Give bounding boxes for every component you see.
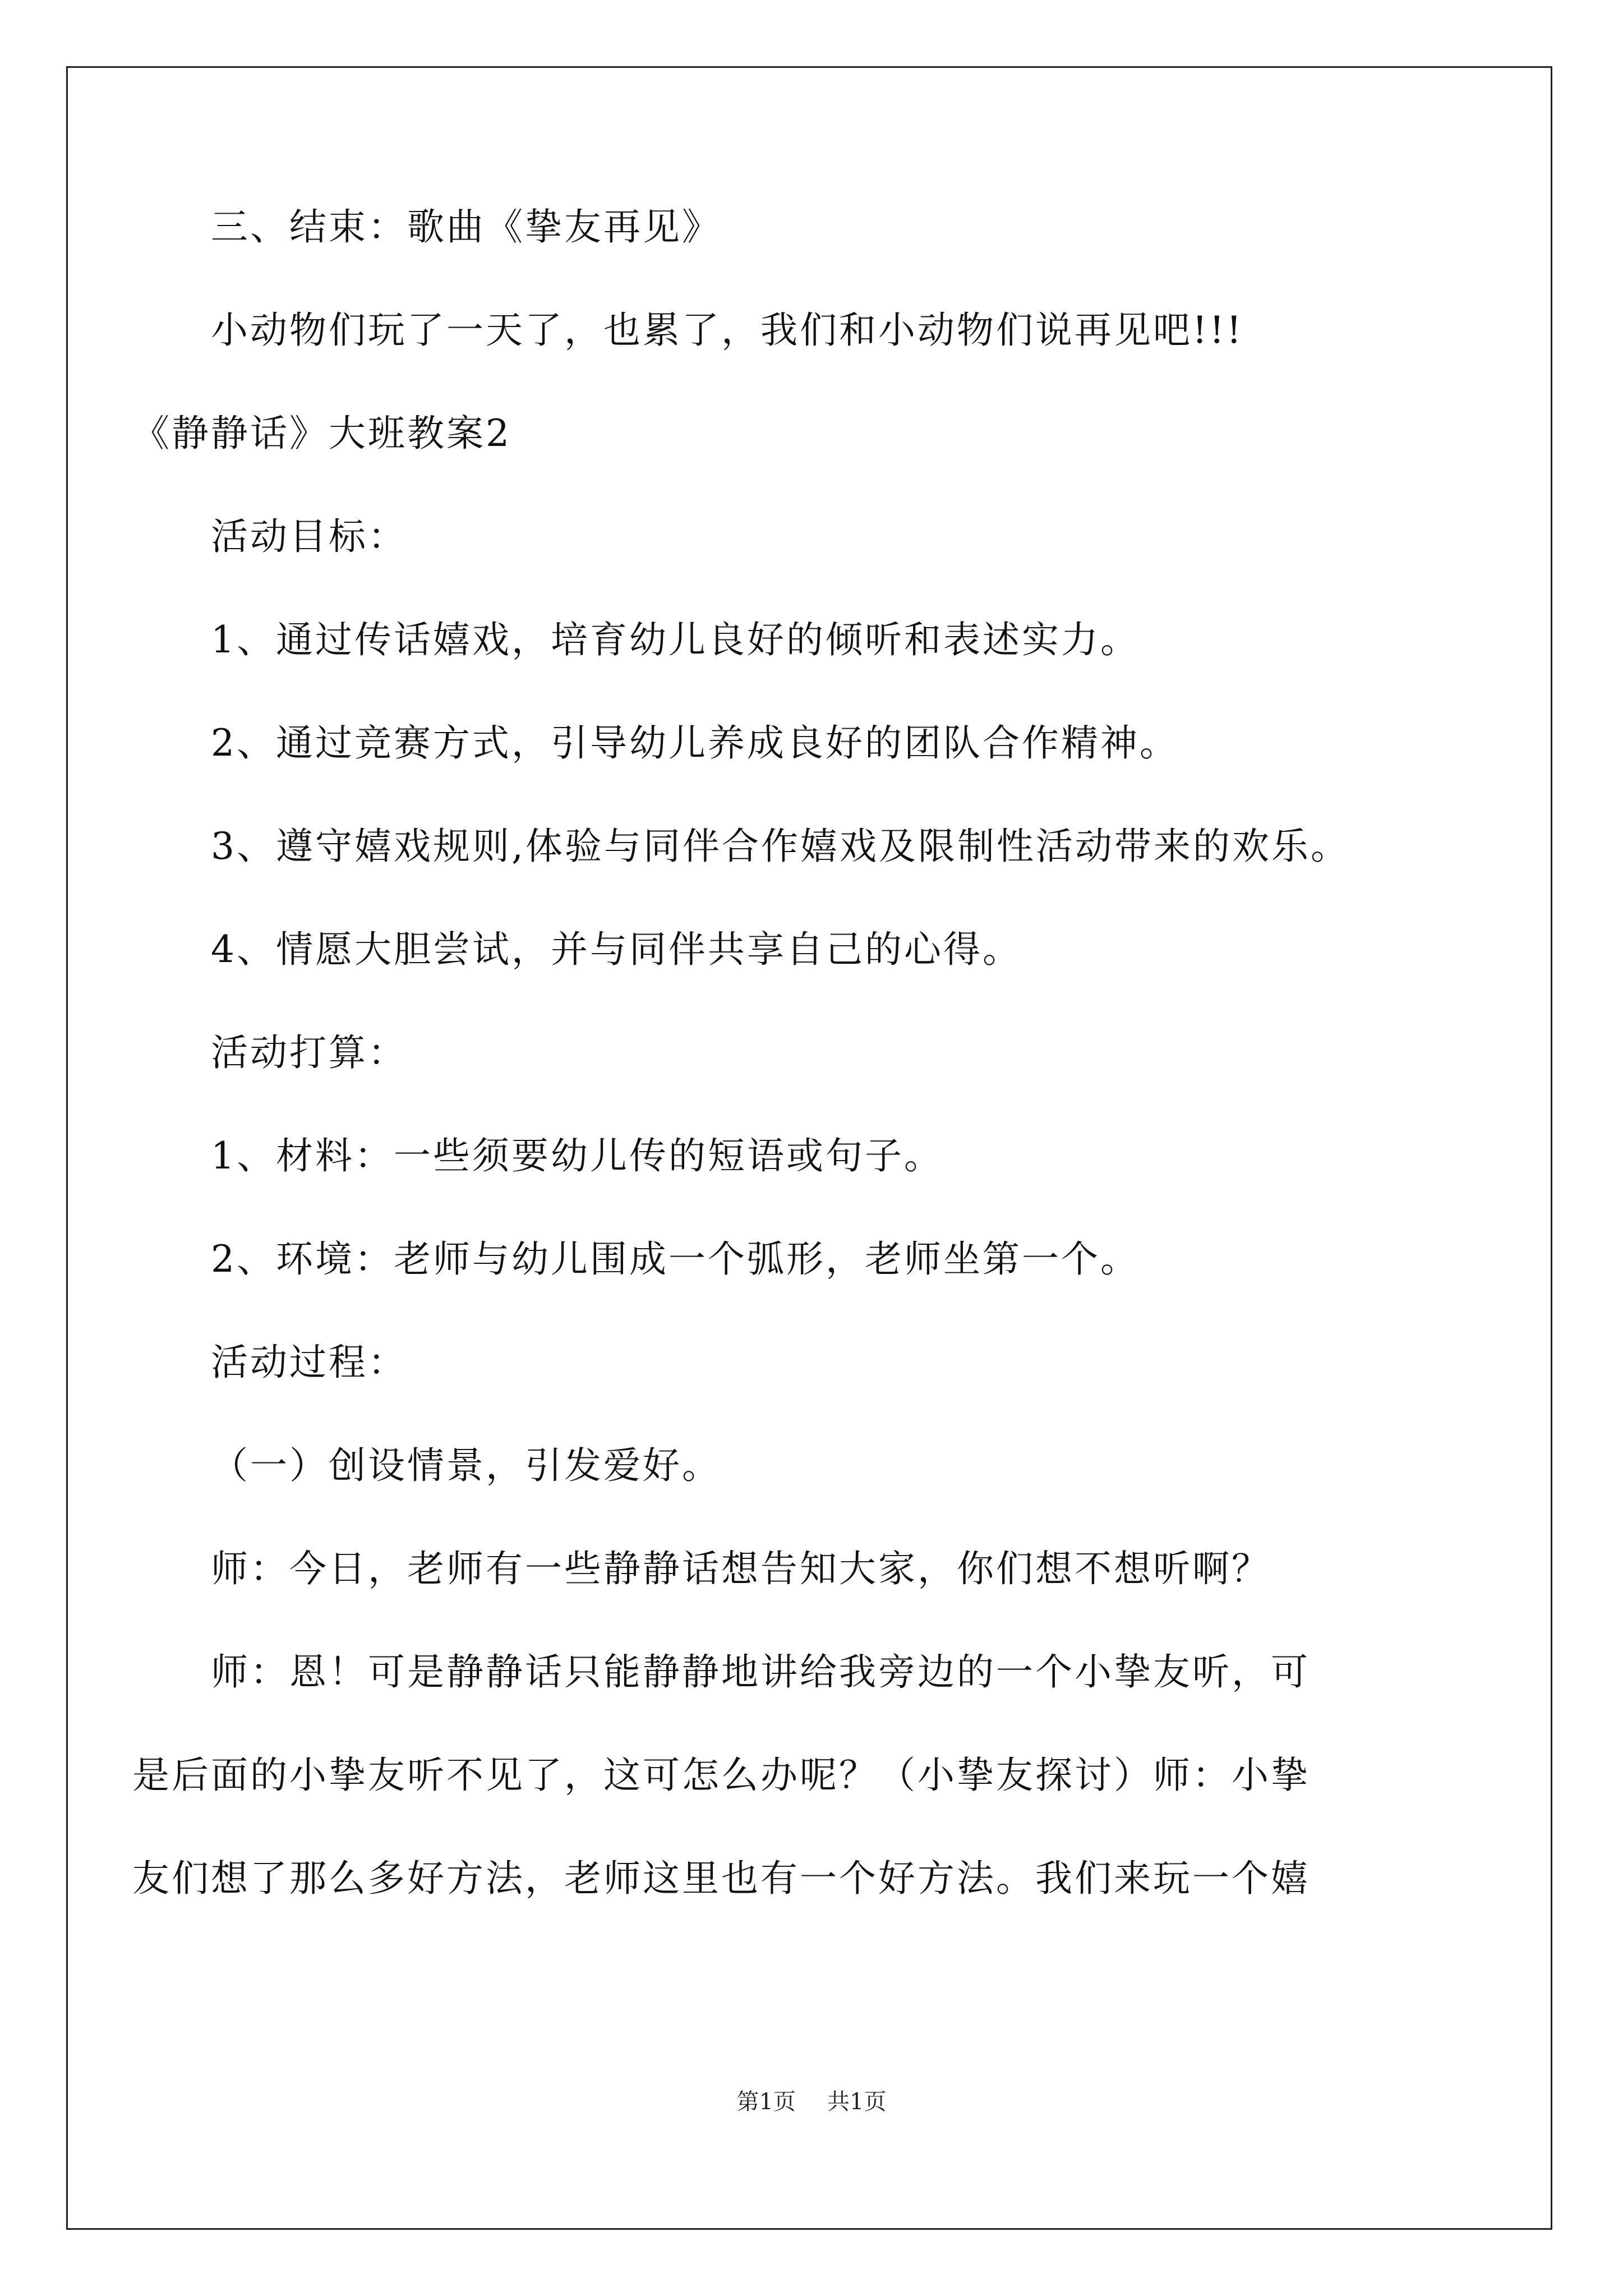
text-line: 友们想了那么多好方法，老师这里也有一个好方法。我们来玩一个嬉 (132, 1857, 1310, 1900)
text-line: 活动目标： (211, 515, 407, 558)
text-line: 2、通过竞赛方式，引导幼儿养成良好的团队合作精神。 (211, 721, 1179, 765)
page-footer (0, 2088, 1623, 2116)
section-title: 《静静话》大班教案2 (132, 412, 511, 455)
page-number: 第1页 (736, 2089, 796, 2115)
text-line: 师：恩！可是静静话只能静静地讲给我旁边的一个小挚友听，可 (211, 1650, 1310, 1694)
text-line: 4、情愿大胆尝试，并与同伴共享自己的心得。 (211, 928, 1022, 971)
text-line: 三、结束：歌曲《挚友再见》 (211, 205, 721, 249)
text-line: 活动打算： (211, 1031, 407, 1074)
text-line: （一）创设情景，引发爱好。 (211, 1444, 721, 1487)
text-line: 2、环境：老师与幼儿围成一个弧形，老师坐第一个。 (211, 1237, 1140, 1281)
text-line: 是后面的小挚友听不见了，这可怎么办呢？（小挚友探讨）师：小挚 (132, 1754, 1310, 1797)
text-line: 师：今日，老师有一些静静话想告知大家，你们想不想听啊？ (211, 1547, 1271, 1590)
text-line: 3、遵守嬉戏规则,体验与同伴合作嬉戏及限制性活动带来的欢乐。 (211, 825, 1350, 868)
text-line: 1、通过传话嬉戏，培育幼儿良好的倾听和表述实力。 (211, 618, 1140, 661)
page-total: 共1页 (827, 2089, 887, 2115)
text-line: 活动过程： (211, 1341, 407, 1384)
text-line: 1、材料：一些须要幼儿传的短语或句子。 (211, 1134, 943, 1177)
text-line: 小动物们玩了一天了，也累了，我们和小动物们说再见吧!!! (211, 309, 1244, 352)
